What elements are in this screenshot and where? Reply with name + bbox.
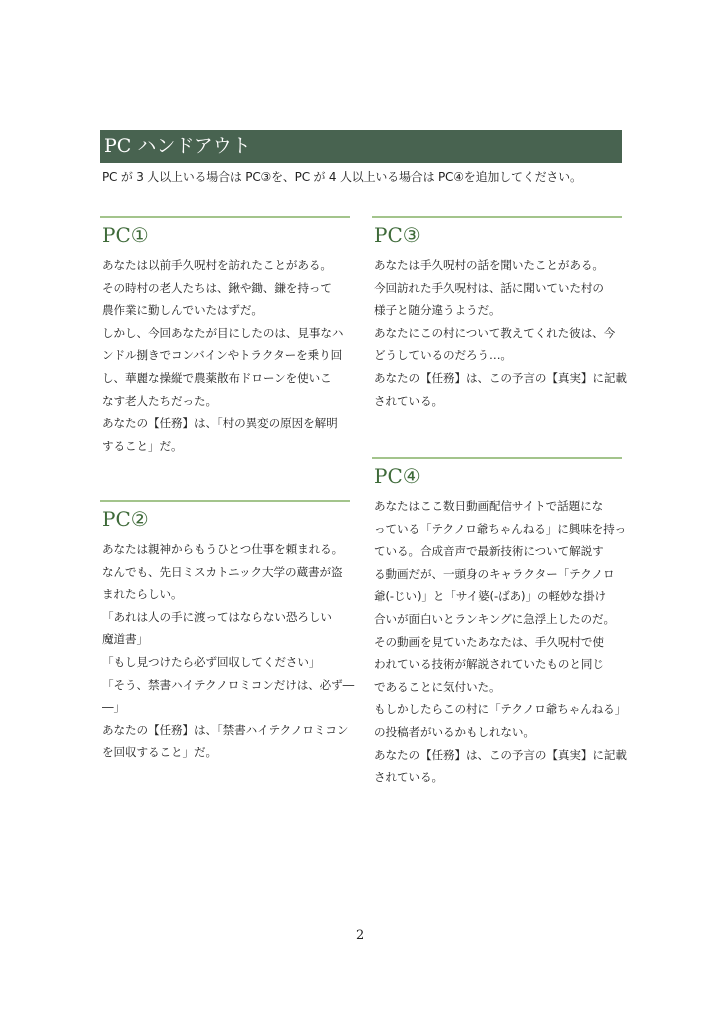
- body-line: しかし、今回あなたが目にしたのは、見事なハ: [102, 325, 344, 340]
- body-line: 爺(-じい)」と「サイ婆(-ばあ)」の軽妙な掛け: [374, 589, 606, 604]
- body-line: であることに気付いた。: [374, 679, 501, 694]
- body-line: あなたは以前手久呪村を訪れたことがある。: [102, 258, 332, 272]
- body-line: その時村の老人たちは、鍬や鋤、鎌を持って: [102, 280, 332, 295]
- body-line: されている。: [374, 393, 443, 408]
- body-line: あなたはここ数日動画配信サイトで話題にな: [374, 499, 604, 513]
- body-line: の投稿者がいるかもしれない。: [374, 724, 535, 739]
- instructions-text: PC が 3 人以上いる場合は PC③を、PC が 4 人以上いる場合は PC④を追加してください。: [102, 170, 582, 184]
- divider: [372, 457, 622, 459]
- body-line: 魔道書」: [102, 632, 148, 647]
- handout-pc4: [372, 457, 627, 789]
- body-line: ―」: [102, 700, 125, 715]
- page-number: 2: [356, 928, 365, 943]
- body-line: し、華麗な操縦で農薬散布ドローンを使いこ: [102, 370, 332, 385]
- handout-body: [374, 254, 627, 412]
- body-line: もしかしたらこの村に「テクノロ爺ちゃんねる」: [374, 702, 627, 717]
- handout-title: PC③: [374, 223, 421, 247]
- body-line: その動画を見ていたあなたは、手久呪村で使: [374, 634, 604, 649]
- handout-title: PC②: [102, 507, 149, 531]
- handout-body: [102, 538, 355, 764]
- handout-pc3: [372, 216, 627, 412]
- body-line: すること」だ。: [102, 438, 183, 453]
- handout-title: PC①: [102, 223, 149, 247]
- handout-body: [102, 254, 350, 457]
- handout-body: [374, 495, 627, 789]
- body-line: どうしているのだろう…。: [374, 348, 512, 363]
- page-title: PC ハンドアウト: [104, 135, 251, 157]
- handout-pc1: [100, 216, 350, 457]
- body-line: 合いが面白いとランキングに急浮上したのだ。: [374, 611, 616, 626]
- body-line: あなたは手久呪村の話を聞いたことがある。: [374, 258, 604, 272]
- body-line: なんでも、先日ミスカトニック大学の蔵書が盗: [102, 564, 343, 579]
- body-line: あなたにこの村について教えてくれた彼は、今: [374, 325, 616, 340]
- body-line: されている。: [374, 770, 443, 785]
- handout-pc2: [100, 500, 355, 764]
- body-line: 「もし見つけたら必ず回収してください」: [102, 654, 321, 669]
- body-line: 様子と随分違うようだ。: [374, 303, 501, 318]
- body-line: を回収すること」だ。: [102, 745, 217, 760]
- body-line: われている技術が解説されていたものと同じ: [374, 657, 604, 672]
- body-line: まれたらしい。: [102, 587, 183, 602]
- body-line: あなたの【任務】は、「村の異変の原因を解明: [102, 416, 338, 431]
- body-line: っている「テクノロ爺ちゃんねる」に興味を持っ: [374, 521, 627, 536]
- body-line: ンドル捌きでコンバインやトラクターを乗り回: [102, 348, 343, 363]
- divider: [100, 216, 350, 218]
- divider: [372, 216, 622, 218]
- divider: [100, 500, 350, 502]
- body-line: ている。合成音声で最新技術について解説す: [374, 544, 604, 559]
- body-line: あなたは親神からもうひとつ仕事を頼まれる。: [102, 542, 344, 556]
- body-line: 「あれは人の手に渡ってはならない恐ろしい: [102, 609, 332, 624]
- body-line: る動画だが、一頭身のキャラクター「テクノロ: [374, 566, 615, 581]
- body-line: あなたの【任務】は、「禁書ハイテクノロミコン: [102, 722, 349, 737]
- section-header-bar: [100, 130, 622, 163]
- body-line: なす老人たちだった。: [102, 393, 217, 408]
- body-line: 農作業に勤しんでいたはずだ。: [102, 303, 263, 318]
- body-line: 今回訪れた手久呪村は、話に聞いていた村の: [374, 280, 604, 295]
- handout-title: PC④: [374, 464, 421, 488]
- body-line: あなたの【任務】は、この予言の【真実】に記載: [374, 370, 627, 385]
- body-line: あなたの【任務】は、この予言の【真実】に記載: [374, 747, 627, 762]
- body-line: 「そう、禁書ハイテクノロミコンだけは、必ず―: [102, 677, 355, 692]
